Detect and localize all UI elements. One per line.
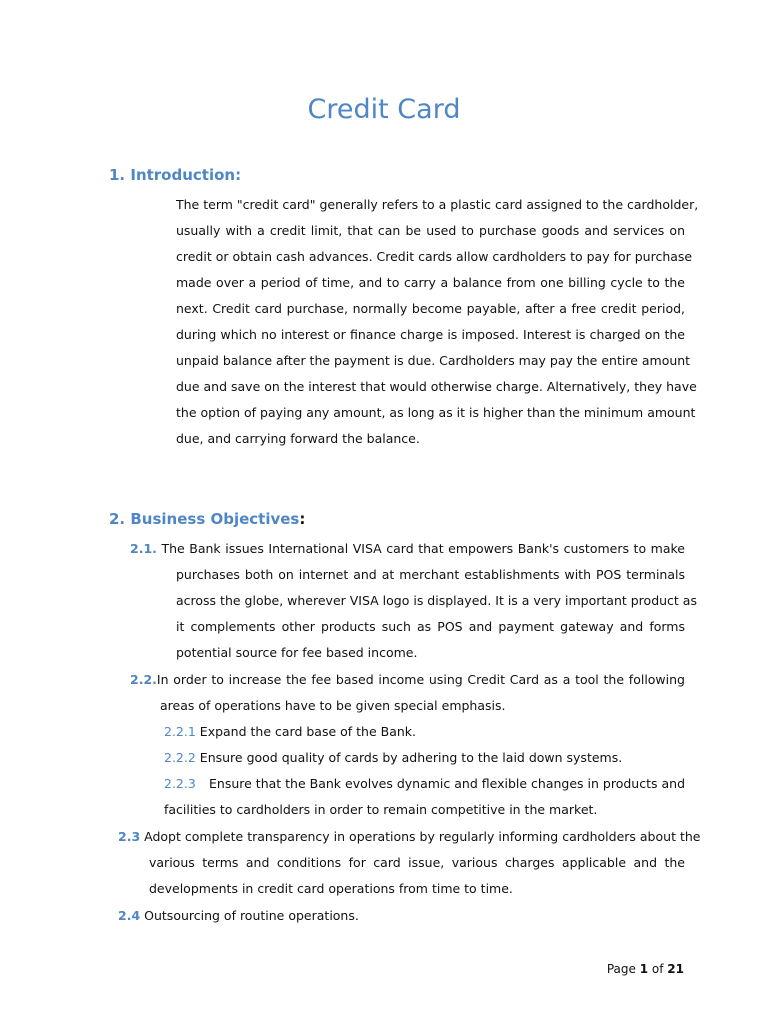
document-title: Credit Card <box>307 94 461 125</box>
objective-line: purchases both on internet and at merchant establishments with POS terminals <box>176 567 685 582</box>
section-heading-text: 2. Business Objectives <box>109 510 300 528</box>
item-number: 2.3 <box>118 829 141 844</box>
paragraph-line: the option of paying any amount, as long as it is higher than the minimum amount <box>176 405 696 420</box>
paragraph-line: due, and carrying forward the balance. <box>176 431 420 446</box>
objective-line: it complements other products such as POS and payment gateway and forms <box>176 619 685 634</box>
objective-2-2-3-number <box>164 771 196 797</box>
paragraph-line: made over a period of time, and to carry a balance from one billing cycle to the <box>176 275 685 290</box>
paragraph-line: due and save on the interest that would otherwise charge. Alternatively, they have <box>176 379 697 394</box>
objective-line: potential source for fee based income. <box>176 645 418 660</box>
item-text: The Bank issues International VISA card that empowers Bank's customers to make <box>161 541 685 556</box>
item-number: 2.2.1 <box>164 724 196 739</box>
objective-2-4 <box>118 903 359 929</box>
objective-line: facilities to cardholders in order to remain competitive in the market. <box>164 802 598 817</box>
item-text: Expand the card base of the Bank. <box>199 724 417 739</box>
objective-line: various terms and conditions for card issue, various charges applicable and the <box>149 855 685 870</box>
item-text: Adopt complete transparency in operations by regularly informing cardholders about the <box>144 829 701 844</box>
item-text: Ensure good quality of cards by adhering to the laid down systems. <box>199 750 623 765</box>
objective-line: across the globe, wherever VISA logo is displayed. It is a very important product as <box>176 593 697 608</box>
paragraph-line: credit or obtain cash advances. Credit cards allow cardholders to pay for purchase <box>176 249 693 264</box>
item-number: 2.2. <box>130 672 157 687</box>
item-number: 2.2.2 <box>164 750 196 765</box>
objective-2-2-1 <box>164 719 416 745</box>
paragraph-line: unpaid balance after the payment is due. Cardholders may pay the entire amount <box>176 353 691 368</box>
objective-line: developments in credit card operations from time to time. <box>149 881 513 896</box>
page-number-footer <box>607 962 684 976</box>
item-number: 2.4 <box>118 908 141 923</box>
page-current: 1 <box>639 962 649 976</box>
of-label: of <box>651 962 664 976</box>
objective-2-2-3-first-line: Ensure that the Bank evolves dynamic and flexible changes in products and <box>209 776 685 791</box>
section-heading-colon: : <box>299 510 306 528</box>
section-heading-business-objectives <box>109 510 305 528</box>
objective-2-2-2 <box>164 745 622 771</box>
objective-2-2-first-line <box>130 667 685 693</box>
item-number: 2.2.3 <box>164 776 196 791</box>
paragraph-line: next. Credit card purchase, normally become payable, after a free credit period, <box>176 301 685 316</box>
objective-2-3-first-line <box>118 824 701 850</box>
objective-2-1-first-line <box>130 536 685 562</box>
section-heading-introduction: 1. Introduction: <box>109 166 242 184</box>
item-text: In order to increase the fee based income using Credit Card as a tool the following <box>156 672 685 687</box>
page-label: Page <box>606 962 636 976</box>
page-total: 21 <box>667 962 684 976</box>
paragraph-line: during which no interest or finance charge is imposed. Interest is charged on the <box>176 327 685 342</box>
paragraph-line: usually with a credit limit, that can be used to purchase goods and services on <box>176 223 685 238</box>
paragraph-line: The term "credit card" generally refers to a plastic card assigned to the cardholder, <box>176 197 699 212</box>
objective-line: areas of operations have to be given special emphasis. <box>160 698 506 713</box>
item-text: Outsourcing of routine operations. <box>144 908 359 923</box>
item-number: 2.1. <box>130 541 157 556</box>
